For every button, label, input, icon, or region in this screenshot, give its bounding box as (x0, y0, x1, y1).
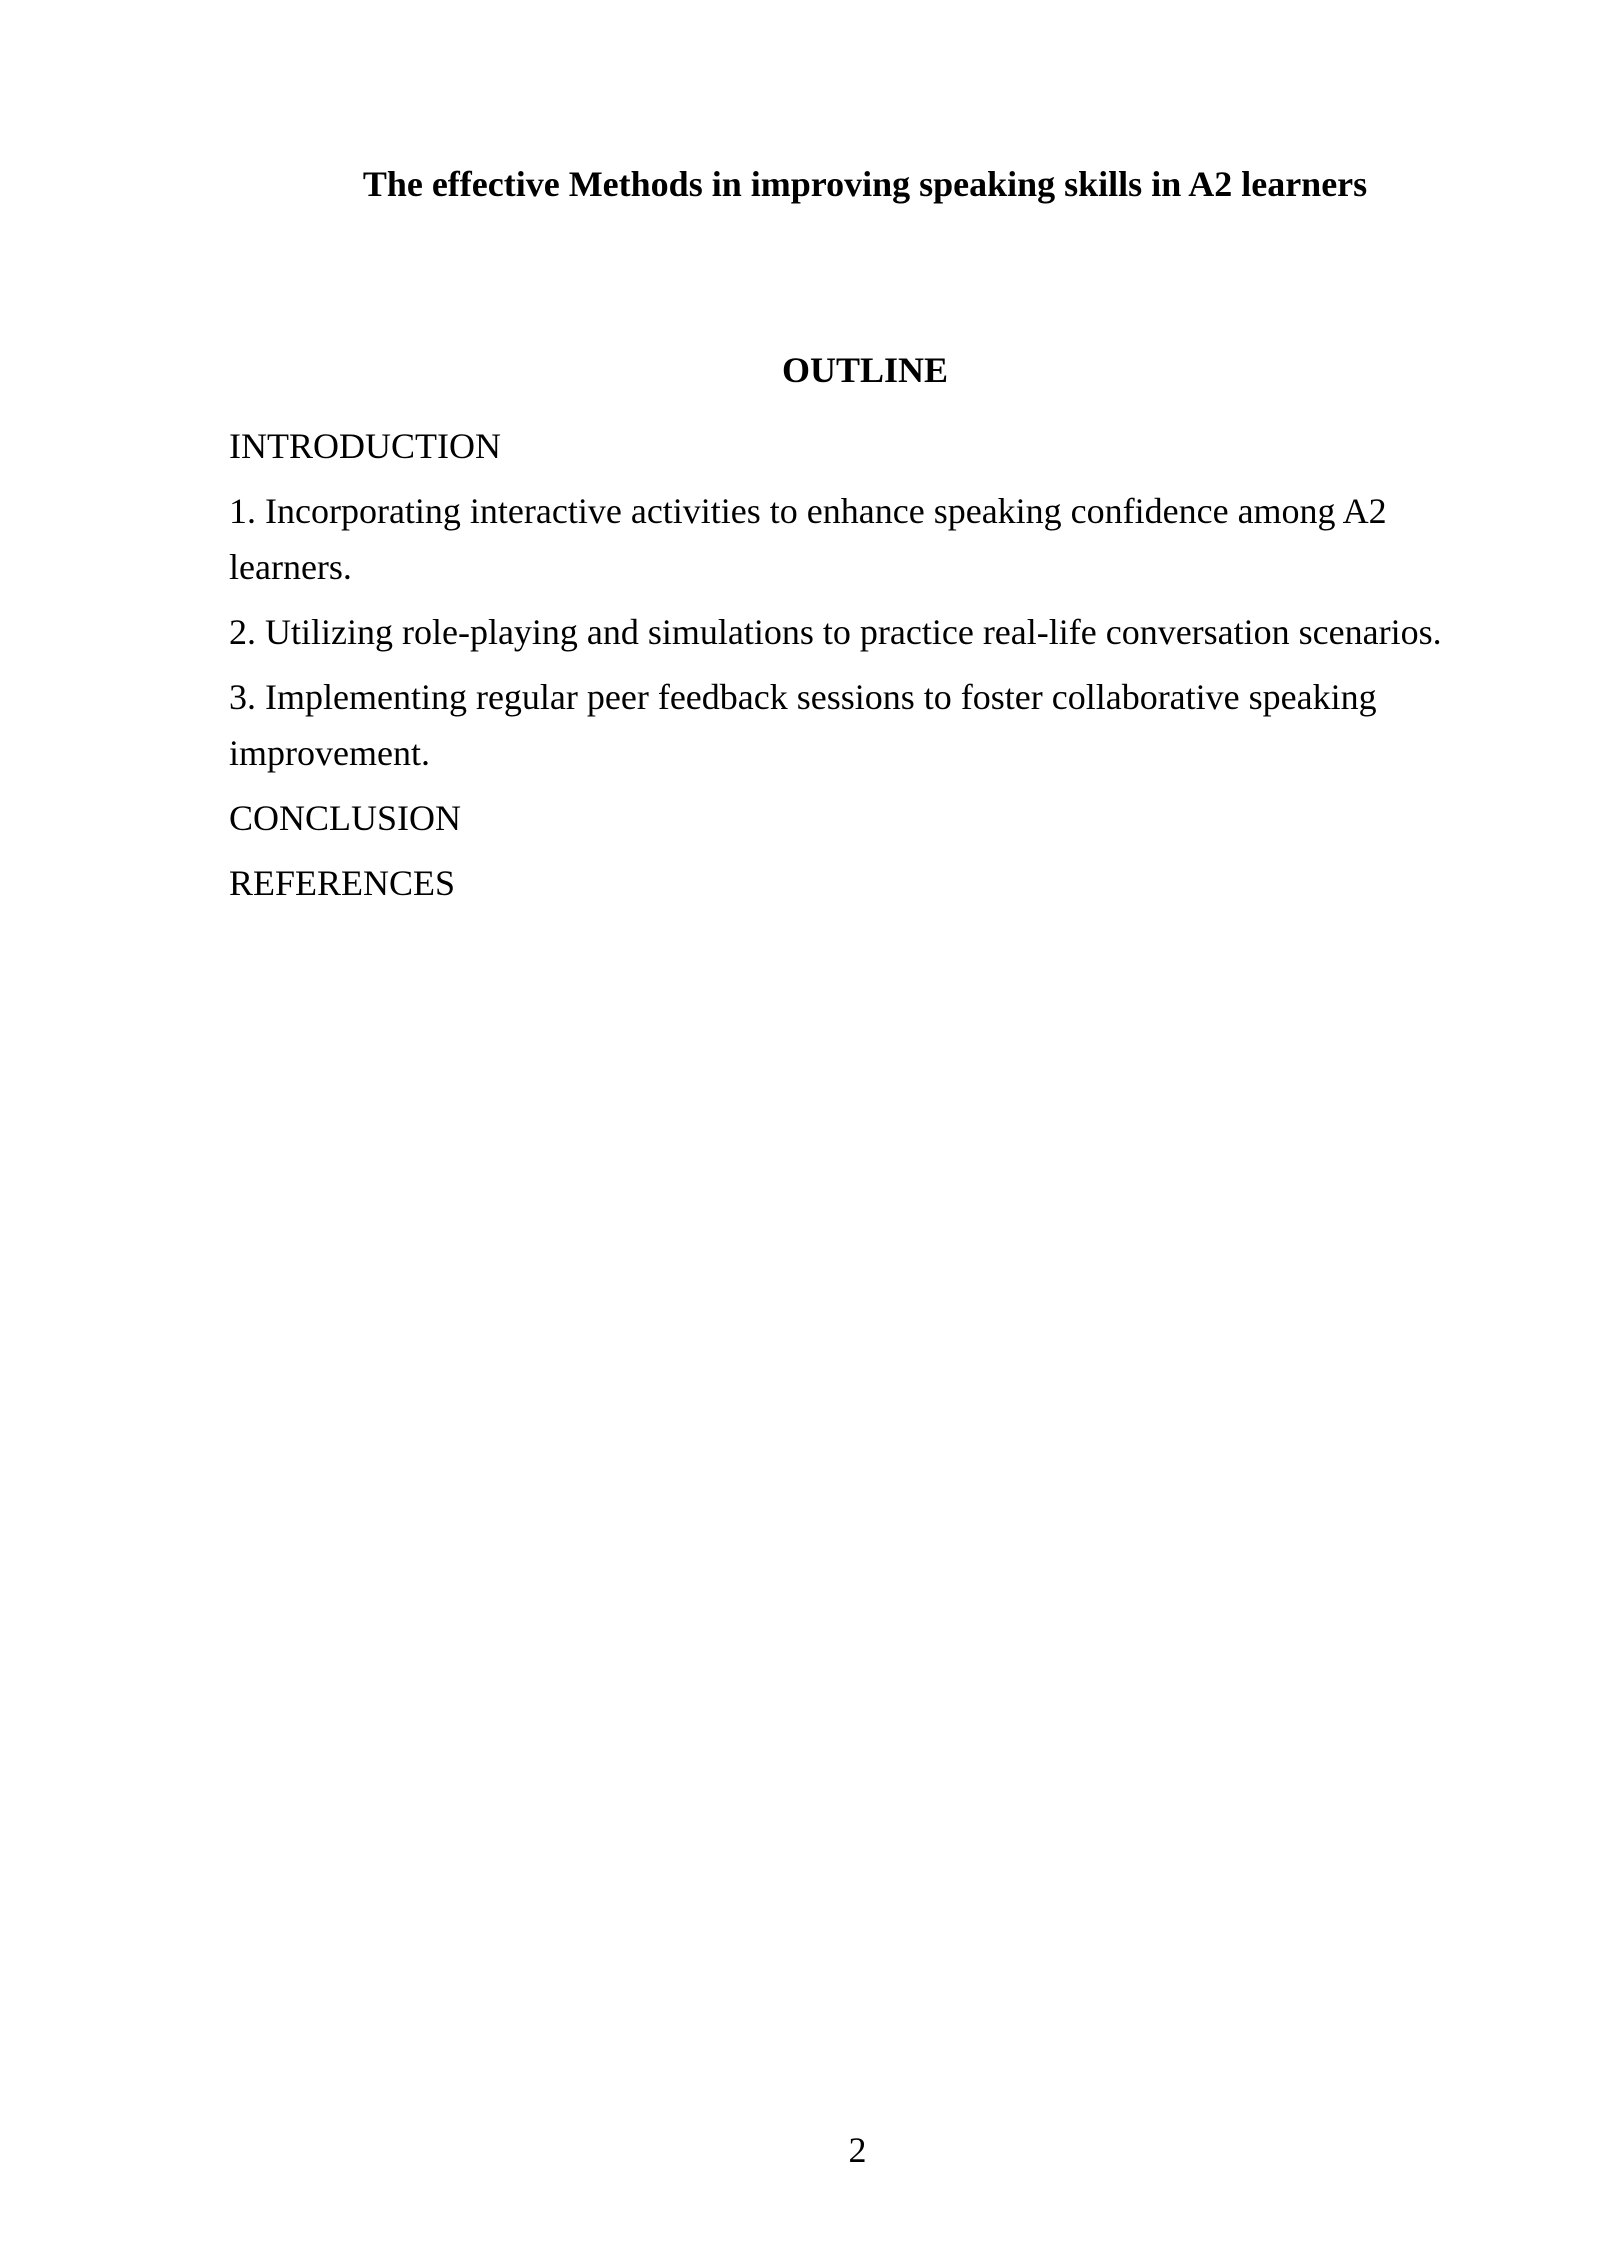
document-title: The effective Methods in improving speaking skills in A2 learners (362, 164, 1368, 204)
outline-item-conclusion: CONCLUSION (229, 798, 462, 838)
outline-list (229, 418, 1459, 920)
outline-item-references: REFERENCES (229, 863, 456, 903)
outline-heading: OUTLINE (781, 350, 949, 390)
page-number: 2 (848, 2130, 867, 2170)
outline-item-section-2: 2. Utilizing role-playing and simulations to practice real-life conversation scenarios. (229, 612, 1442, 652)
outline-item-introduction: INTRODUCTION (229, 426, 501, 466)
outline-item-section-1: 1. Incorporating interactive activities to enhance speaking confidence among A2 learners. (229, 491, 1387, 587)
outline-item-section-3: 3. Implementing regular peer feedback sessions to foster collaborative speaking improvement. (229, 677, 1377, 773)
